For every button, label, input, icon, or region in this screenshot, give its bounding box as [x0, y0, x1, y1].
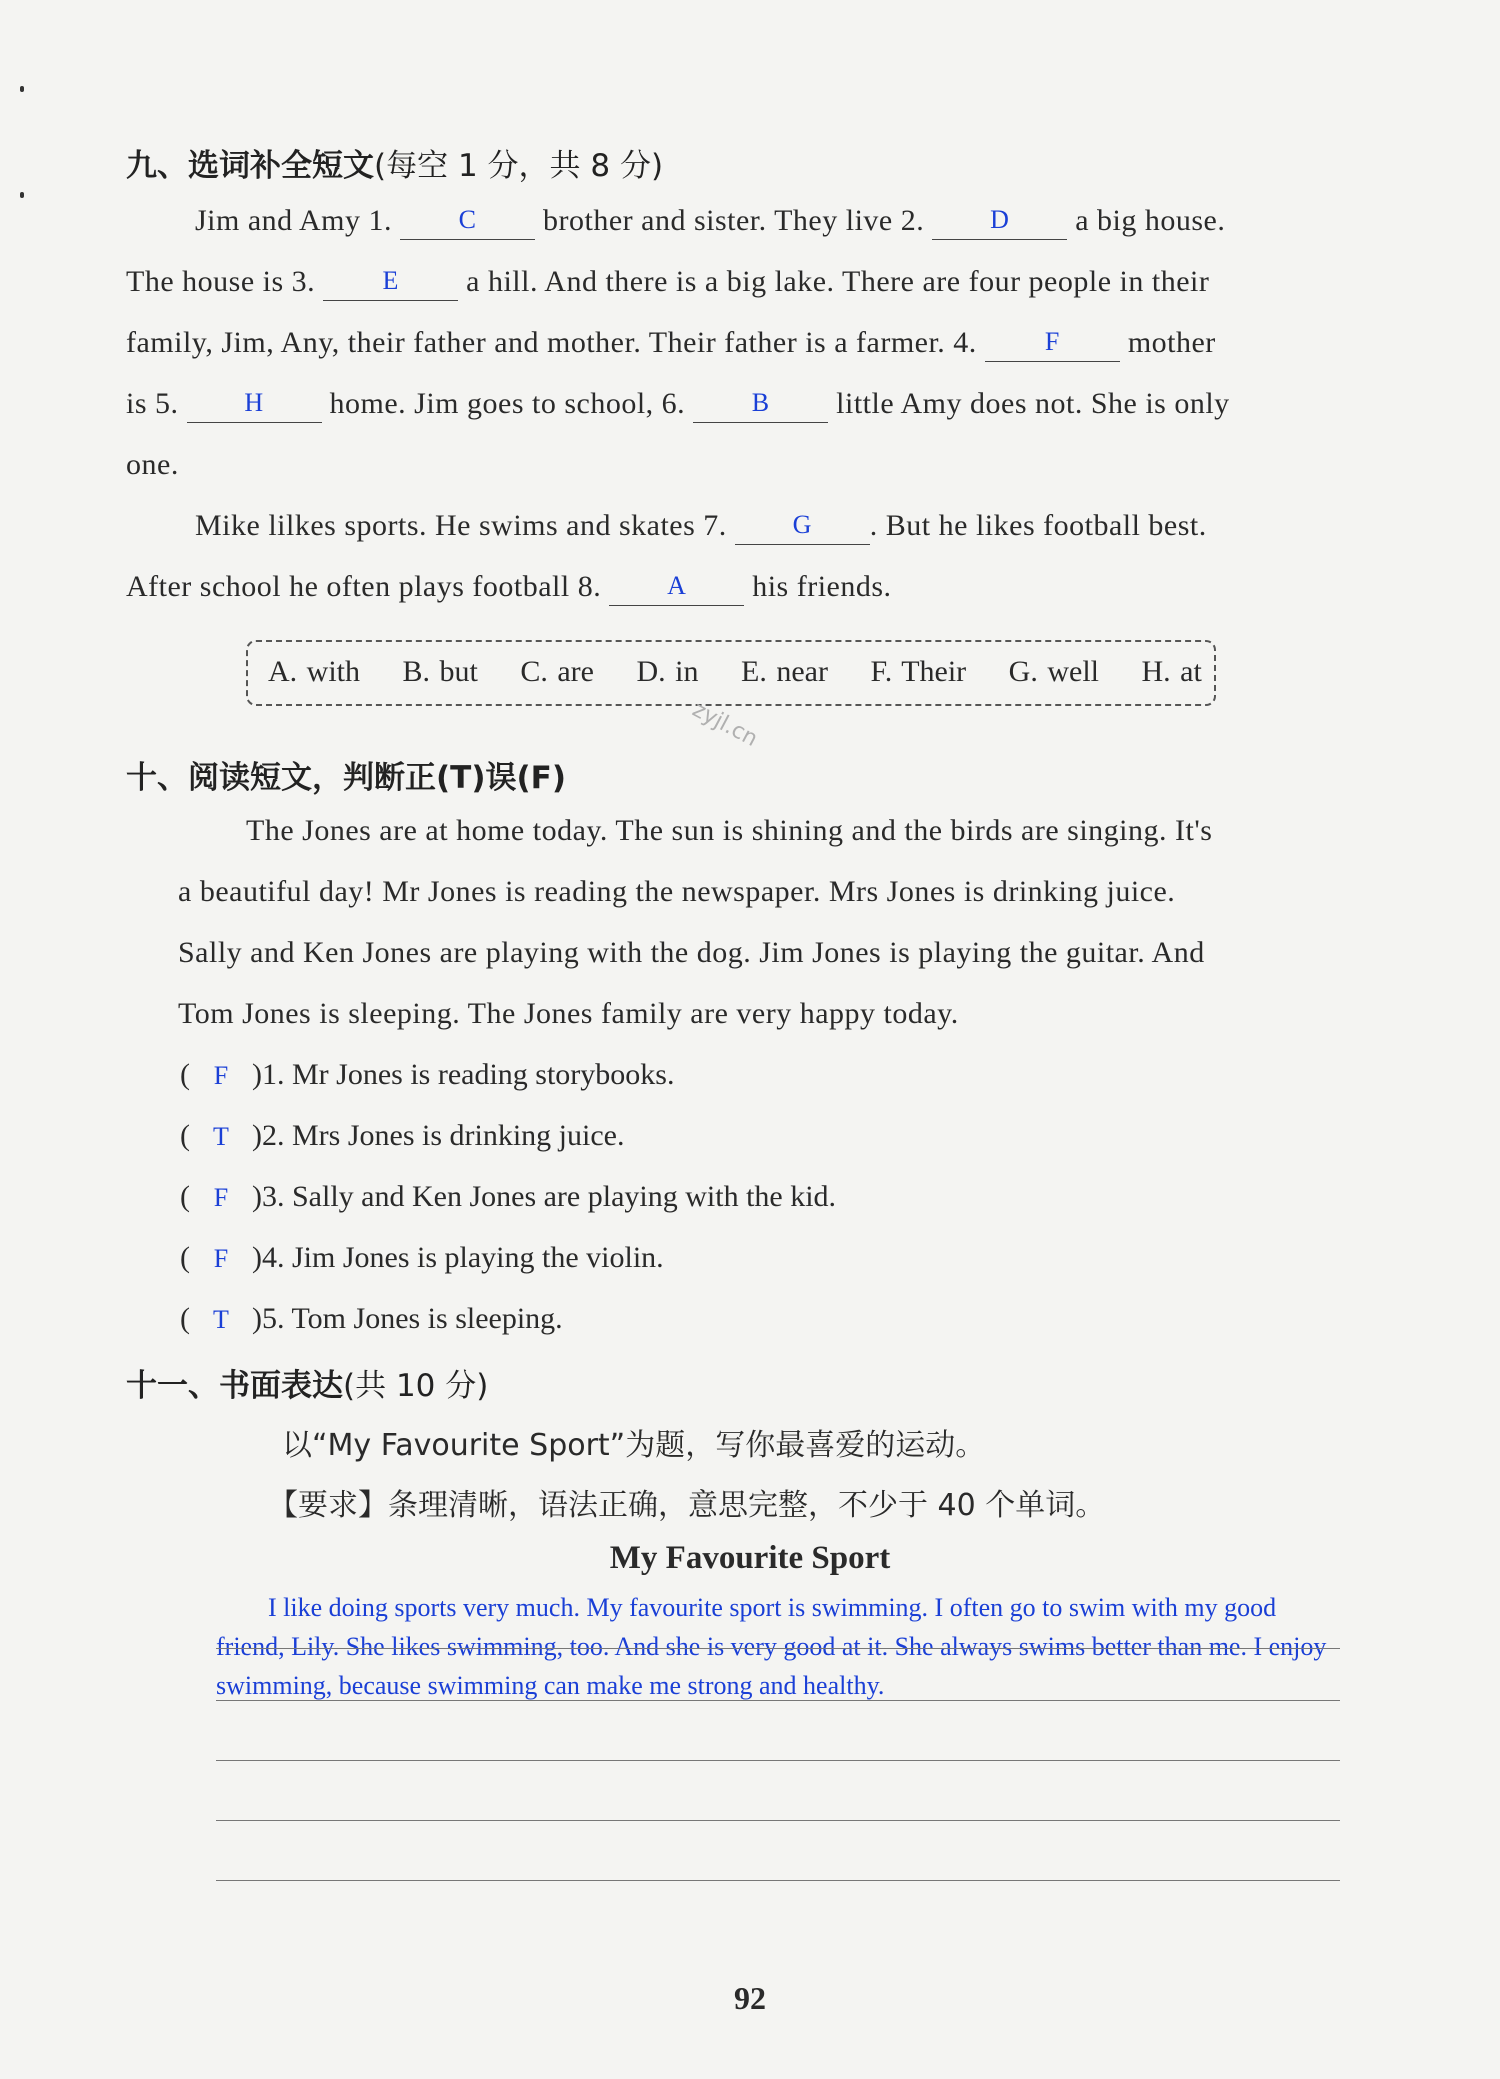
- passage2-line2: After school he often plays football 8. A his friends.: [126, 570, 892, 608]
- scan-mark: [20, 86, 24, 92]
- writing-line: [216, 1648, 1340, 1649]
- judgement-item-1: ( F )1. Mr Jones is reading storybooks.: [180, 1058, 675, 1091]
- judgement-answer[interactable]: F: [213, 1061, 229, 1090]
- scan-mark: [20, 192, 24, 198]
- judgement-item-3: ( F )3. Sally and Ken Jones are playing with the kid.: [180, 1180, 837, 1213]
- writing-requirement: 【要求】条理清晰，语法正确，意思完整，不少于 40 个单词。: [268, 1488, 1106, 1523]
- watermark: zyjl.cn: [688, 697, 762, 752]
- reading-line: Sally and Ken Jones are playing with the dog. Jim Jones is playing the guitar. And: [178, 936, 1205, 969]
- reading-line: Tom Jones is sleeping. The Jones family are very happy today.: [178, 997, 959, 1030]
- answer-blank-3[interactable]: E: [323, 266, 458, 301]
- answer-blank-7[interactable]: G: [735, 510, 870, 545]
- section11-heading: 十一、书面表达(共 10 分): [126, 1368, 489, 1404]
- writing-prompt: 以“My Favourite Sport”为题，写你最喜爱的运动。: [282, 1428, 986, 1463]
- writing-line: [216, 1880, 1340, 1881]
- writing-line: [216, 1820, 1340, 1821]
- judgement-item-4: ( F )4. Jim Jones is playing the violin.: [180, 1241, 664, 1274]
- answer-blank-6[interactable]: B: [693, 388, 828, 423]
- answer-blank-1[interactable]: C: [400, 205, 535, 240]
- writing-line: [216, 1760, 1340, 1761]
- answer-blank-4[interactable]: F: [985, 327, 1120, 362]
- answer-blank-2[interactable]: D: [932, 205, 1067, 240]
- option-b: B. but: [402, 655, 478, 688]
- option-h: H. at: [1141, 655, 1202, 688]
- passage1-line4: is 5. H home. Jim goes to school, 6. B little Amy does not. She is only: [126, 387, 1230, 425]
- passage1-line1: Jim and Amy 1. C brother and sister. They live 2. D a big house.: [195, 204, 1225, 242]
- word-bank: [246, 640, 1216, 706]
- option-a: A. with: [268, 655, 360, 688]
- page-number: 92: [734, 1980, 766, 2016]
- judgement-answer[interactable]: F: [213, 1183, 229, 1212]
- answer-blank-5[interactable]: H: [187, 388, 322, 423]
- passage1-line3: family, Jim, Any, their father and mother. Their father is a farmer. 4. F mother: [126, 326, 1216, 364]
- essay-title: My Favourite Sport: [609, 1540, 891, 1576]
- essay-text[interactable]: I like doing sports very much. My favourite sport is swimming. I often go to swim with my good friend, Lily. She likes swimming, too. And she is very good at it. She always swims better than me. I enjoy swimming, because swimming can make me strong and healthy.: [216, 1593, 1327, 1700]
- reading-line: The Jones are at home today. The sun is shining and the birds are singing. It's: [246, 814, 1213, 847]
- judgement-answer[interactable]: T: [213, 1305, 229, 1334]
- passage1-line5: one.: [126, 448, 179, 481]
- section9-heading: 九、选词补全短文(每空 1 分，共 8 分): [126, 148, 664, 184]
- answer-blank-8[interactable]: A: [609, 571, 744, 606]
- passage2-line1: Mike lilkes sports. He swims and skates 7. G . But he likes football best.: [195, 509, 1207, 547]
- option-c: C. are: [520, 655, 594, 688]
- option-f: F. Their: [870, 655, 967, 688]
- reading-line: a beautiful day! Mr Jones is reading the newspaper. Mrs Jones is drinking juice.: [178, 875, 1176, 908]
- section10-heading: 十、阅读短文，判断正(T)误(F): [126, 760, 566, 796]
- judgement-answer[interactable]: T: [213, 1122, 229, 1151]
- judgement-item-5: ( T )5. Tom Jones is sleeping.: [180, 1302, 563, 1335]
- option-e: E. near: [741, 655, 828, 688]
- option-d: D. in: [636, 655, 699, 688]
- writing-line: [216, 1700, 1340, 1701]
- option-g: G. well: [1008, 655, 1099, 688]
- judgement-answer[interactable]: F: [213, 1244, 229, 1273]
- judgement-item-2: ( T )2. Mrs Jones is drinking juice.: [180, 1119, 625, 1152]
- passage1-line2: The house is 3. E a hill. And there is a big lake. There are four people in their: [126, 265, 1209, 303]
